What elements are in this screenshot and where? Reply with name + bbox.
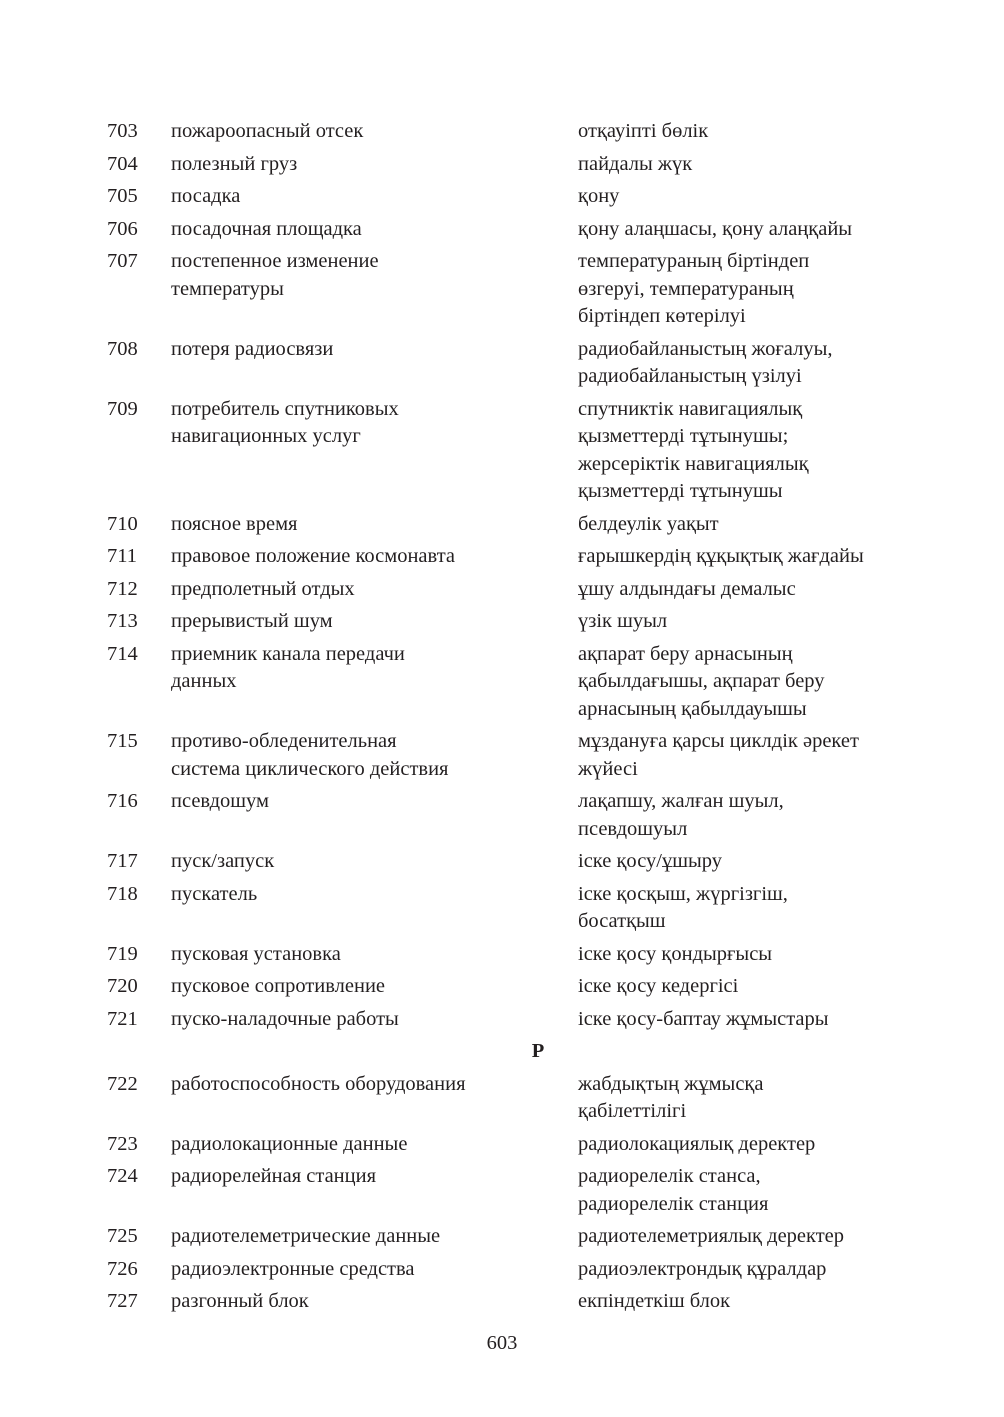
russian-term-line: потребитель спутниковых xyxy=(171,397,399,420)
kazakh-term xyxy=(578,1223,907,1251)
kazakh-term xyxy=(578,1131,907,1159)
kazakh-term-line: қабілеттілігі xyxy=(578,1100,687,1122)
kazakh-term-line: радиоэлектрондық құралдар xyxy=(578,1257,827,1280)
glossary-entry xyxy=(107,788,907,843)
russian-term xyxy=(171,1163,578,1191)
kazakh-term xyxy=(578,881,907,936)
russian-term-line: пуско-наладочные работы xyxy=(171,1007,399,1030)
russian-term xyxy=(171,1288,578,1316)
glossary-entry xyxy=(107,511,907,539)
russian-term xyxy=(171,248,578,303)
kazakh-term xyxy=(578,1163,907,1218)
russian-term-line: посадочная площадка xyxy=(171,217,362,240)
kazakh-term-line: екпіндеткіш блок xyxy=(578,1290,731,1312)
glossary-entries xyxy=(107,118,907,1321)
section-letter xyxy=(107,1038,973,1066)
russian-term-line: радиотелеметрические данные xyxy=(171,1225,441,1247)
page-number: 603 xyxy=(486,1332,518,1354)
kazakh-term-line: псевдошуыл xyxy=(578,817,688,840)
glossary-entry xyxy=(107,216,907,244)
russian-term xyxy=(171,941,578,969)
kazakh-term xyxy=(578,1006,907,1034)
entry-number: 718 xyxy=(107,882,138,905)
russian-term xyxy=(171,216,578,244)
kazakh-term-line: ақпарат беру арнасының xyxy=(578,642,793,665)
section-letter-text: Р xyxy=(531,1040,545,1062)
kazakh-term-line: іске қосу қондырғысы xyxy=(578,942,773,965)
russian-term xyxy=(171,511,578,539)
entry-number: 709 xyxy=(107,397,138,420)
entry-number: 707 xyxy=(107,250,138,272)
glossary-entry xyxy=(107,608,907,636)
russian-term xyxy=(171,1256,578,1284)
russian-term-line: пусковая установка xyxy=(171,942,341,965)
russian-term xyxy=(171,576,578,604)
russian-term-line: приемник канала передачи xyxy=(171,642,405,665)
kazakh-term-line: радиорелелік станса, xyxy=(578,1165,761,1187)
kazakh-term-line: ұшу алдындағы демалыс xyxy=(578,577,796,600)
glossary-entry xyxy=(107,183,907,211)
kazakh-term-line: радиолокациялық деректер xyxy=(578,1132,816,1155)
russian-term xyxy=(171,608,578,636)
entry-number: 715 xyxy=(107,730,138,752)
glossary-entry xyxy=(107,973,907,1001)
kazakh-term-line: босатқыш xyxy=(578,910,666,932)
entry-number: 708 xyxy=(107,337,138,360)
russian-term-line: прерывистый шум xyxy=(171,610,333,632)
kazakh-term xyxy=(578,1256,907,1284)
entry-number: 712 xyxy=(107,577,138,600)
kazakh-term-line: біртіндеп көтерілуі xyxy=(578,305,746,327)
entry-number: 721 xyxy=(107,1007,138,1030)
russian-term xyxy=(171,183,578,211)
glossary-entry xyxy=(107,848,907,876)
russian-term-line: данных xyxy=(171,670,237,692)
russian-term xyxy=(171,848,578,876)
kazakh-term xyxy=(578,151,907,179)
russian-term xyxy=(171,881,578,909)
russian-term-line: псевдошум xyxy=(171,790,270,812)
kazakh-term-line: үзік шуыл xyxy=(578,610,668,632)
entry-number: 722 xyxy=(107,1072,138,1095)
kazakh-term xyxy=(578,576,907,604)
entry-group-before xyxy=(107,118,907,1033)
entry-number: 714 xyxy=(107,642,138,665)
kazakh-term xyxy=(578,336,907,391)
glossary-entry xyxy=(107,881,907,936)
kazakh-term-line: белдеулік уақыт xyxy=(578,512,719,535)
kazakh-term-line: іске қосу кедергісі xyxy=(578,975,739,997)
kazakh-term-line: радиобайланыстың жоғалуы, xyxy=(578,337,833,360)
russian-term-line: пускатель xyxy=(171,882,258,905)
russian-term-line: радиоэлектронные средства xyxy=(171,1257,415,1280)
entry-number: 716 xyxy=(107,790,138,812)
glossary-entry xyxy=(107,151,907,179)
kazakh-term-line: ғарышкердің құқықтық жағдайы xyxy=(578,545,864,567)
entry-number: 706 xyxy=(107,217,138,240)
russian-term-line: пожароопасный отсек xyxy=(171,120,364,142)
entry-number: 724 xyxy=(107,1165,138,1187)
russian-term xyxy=(171,543,578,571)
kazakh-term-line: іске қосу/ұшыру xyxy=(578,850,723,872)
kazakh-term-line: радиобайланыстың үзілуі xyxy=(578,365,802,387)
russian-term xyxy=(171,641,578,696)
entry-number: 719 xyxy=(107,942,138,965)
kazakh-term-line: мұздануға қарсы циклдік әрекет xyxy=(578,730,859,752)
glossary-entry xyxy=(107,1223,907,1251)
kazakh-term-line: өзгеруі, температураның xyxy=(578,277,794,300)
kazakh-term-line: қабылдағышы, ақпарат беру xyxy=(578,670,825,692)
russian-term xyxy=(171,396,578,451)
kazakh-term xyxy=(578,848,907,876)
russian-term-line: потеря радиосвязи xyxy=(171,337,334,360)
glossary-entry xyxy=(107,641,907,724)
russian-term-line: противо-обледенительная xyxy=(171,730,397,752)
entry-number: 711 xyxy=(107,545,137,567)
russian-term-line: посадка xyxy=(171,185,241,207)
kazakh-term-line: спутниктік навигациялық xyxy=(578,397,803,420)
glossary-entry xyxy=(107,118,907,146)
russian-term xyxy=(171,1071,578,1099)
entry-number: 703 xyxy=(107,120,138,142)
kazakh-term xyxy=(578,248,907,331)
entry-number: 710 xyxy=(107,512,138,535)
russian-term-line: система циклического действия xyxy=(171,757,449,780)
kazakh-term-line: радиорелелік станция xyxy=(578,1192,769,1215)
russian-term-line: работоспособность оборудования xyxy=(171,1072,466,1095)
russian-term-line: правовое положение космонавта xyxy=(171,545,455,567)
entry-number: 727 xyxy=(107,1290,138,1312)
glossary-entry xyxy=(107,1163,907,1218)
kazakh-term xyxy=(578,118,907,146)
russian-term xyxy=(171,1006,578,1034)
entry-number: 725 xyxy=(107,1225,138,1247)
entry-number: 723 xyxy=(107,1132,138,1155)
glossary-entry xyxy=(107,396,907,506)
entry-number: 717 xyxy=(107,850,138,872)
kazakh-term xyxy=(578,216,907,244)
glossary-entry xyxy=(107,728,907,783)
kazakh-term-line: арнасының қабылдауышы xyxy=(578,697,807,720)
entry-number: 720 xyxy=(107,975,138,997)
kazakh-term xyxy=(578,396,907,506)
russian-term xyxy=(171,1223,578,1251)
russian-term xyxy=(171,151,578,179)
kazakh-term xyxy=(578,941,907,969)
russian-term-line: поясное время xyxy=(171,512,298,535)
kazakh-term-line: радиотелеметриялық деректер xyxy=(578,1225,845,1247)
kazakh-term xyxy=(578,728,907,783)
russian-term xyxy=(171,118,578,146)
glossary-entry xyxy=(107,1256,907,1284)
kazakh-term-line: іске қосқыш, жүргізгіш, xyxy=(578,882,788,905)
kazakh-term-line: қызметтерді тұтынушы; xyxy=(578,425,789,447)
kazakh-term-line: лақапшу, жалған шуыл, xyxy=(578,790,784,812)
kazakh-term xyxy=(578,1288,907,1316)
russian-term xyxy=(171,1131,578,1159)
entry-number: 713 xyxy=(107,610,138,632)
entry-number: 704 xyxy=(107,152,138,175)
kazakh-term xyxy=(578,183,907,211)
kazakh-term-line: жерсеріктік навигациялық xyxy=(578,452,809,475)
kazakh-term-line: жабдықтың жұмысқа xyxy=(578,1072,764,1095)
kazakh-term xyxy=(578,1071,907,1126)
kazakh-term-line: қызметтерді тұтынушы xyxy=(578,480,783,502)
russian-term-line: радиолокационные данные xyxy=(171,1132,408,1155)
russian-term xyxy=(171,336,578,364)
russian-term-line: радиорелейная станция xyxy=(171,1165,377,1187)
entry-number: 726 xyxy=(107,1257,138,1280)
russian-term-line: предполетный отдых xyxy=(171,577,355,600)
entry-group-after xyxy=(107,1071,907,1316)
russian-term-line: пусковое сопротивление xyxy=(171,975,386,997)
kazakh-term-line: температураның біртіндеп xyxy=(578,250,810,272)
russian-term-line: разгонный блок xyxy=(171,1290,309,1312)
russian-term-line: полезный груз xyxy=(171,152,298,175)
glossary-entry xyxy=(107,576,907,604)
entry-number: 705 xyxy=(107,185,138,207)
kazakh-term xyxy=(578,511,907,539)
kazakh-term-line: жүйесі xyxy=(578,757,638,780)
russian-term xyxy=(171,728,578,783)
glossary-entry xyxy=(107,248,907,331)
russian-term xyxy=(171,973,578,1001)
kazakh-term xyxy=(578,788,907,843)
glossary-entry xyxy=(107,543,907,571)
russian-term-line: температуры xyxy=(171,277,284,300)
kazakh-term-line: пайдалы жүк xyxy=(578,152,693,175)
glossary-entry xyxy=(107,1071,907,1126)
glossary-entry xyxy=(107,336,907,391)
russian-term-line: постепенное изменение xyxy=(171,250,379,272)
russian-term xyxy=(171,788,578,816)
kazakh-term xyxy=(578,608,907,636)
russian-term-line: пуск/запуск xyxy=(171,850,275,872)
kazakh-term xyxy=(578,543,907,571)
kazakh-term xyxy=(578,973,907,1001)
glossary-entry xyxy=(107,941,907,969)
kazakh-term-line: отқауіпті бөлік xyxy=(578,120,709,142)
kazakh-term xyxy=(578,641,907,724)
russian-term-line: навигационных услуг xyxy=(171,425,361,447)
kazakh-term-line: қону алаңшасы, қону алаңқайы xyxy=(578,217,853,240)
kazakh-term-line: іске қосу-баптау жұмыстары xyxy=(578,1007,829,1030)
glossary-entry xyxy=(107,1288,907,1316)
glossary-entry xyxy=(107,1006,907,1034)
kazakh-term-line: қону xyxy=(578,185,620,207)
glossary-entry xyxy=(107,1131,907,1159)
